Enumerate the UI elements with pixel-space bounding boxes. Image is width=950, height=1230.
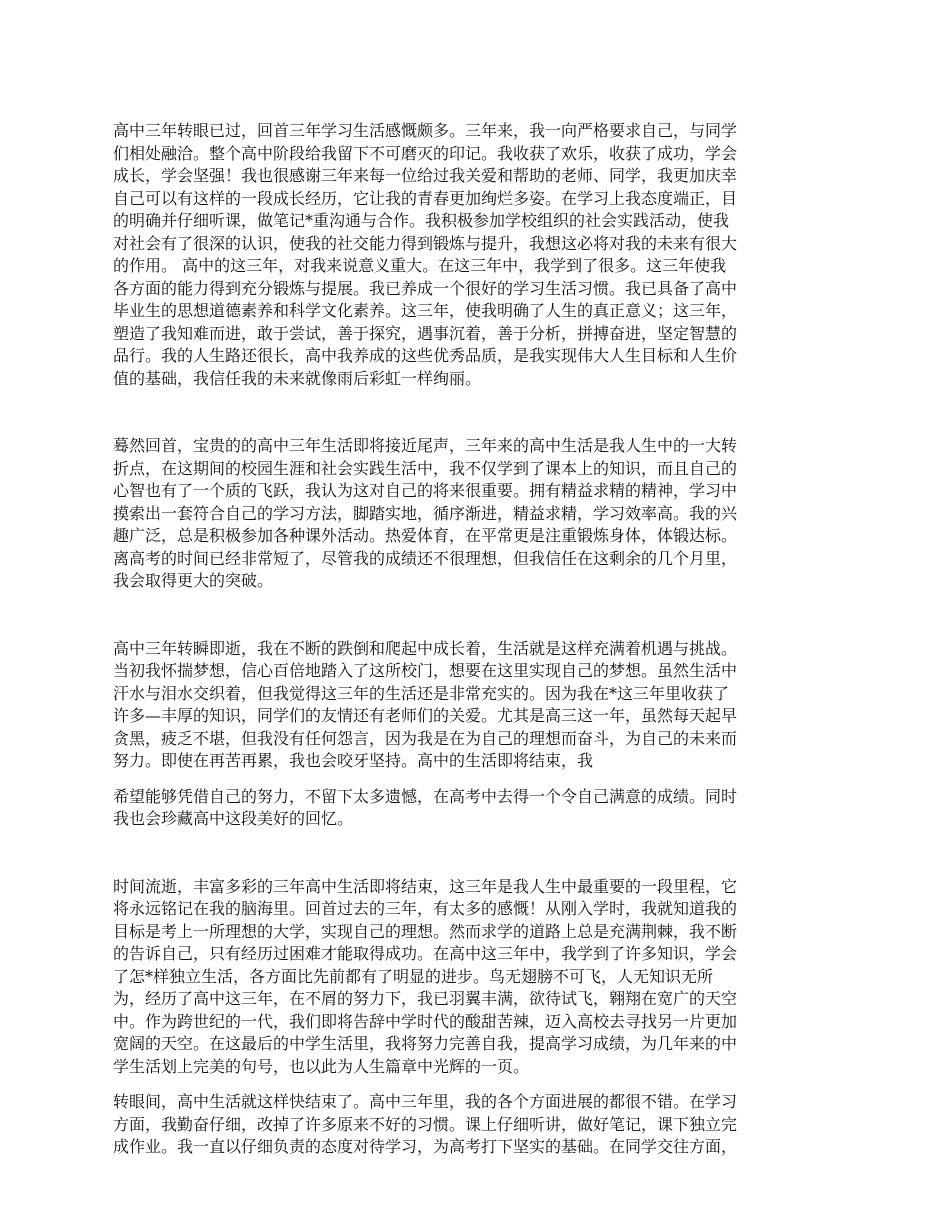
paragraph-3: 高中三年转瞬即逝，我在不断的跌倒和爬起中成长着，生活就是这样充满着机遇与挑战。 当初我怀揣梦想，信心百倍地踏入了这所校门，想要在这里实现自己的梦想。虽然生活中 汗水与泪水交织着，但我觉得这三年的生活还是非常充实的。因为我在*这三年里收获了 许多—丰厚的知识，同学们的友情还有老师们的关爱。尤其是高三这一年，虽然每天起早 贪黑，疲乏不堪，但我没有任何怨言，因为我是在为自己的理想而奋斗，为自己的未来而 努力。即使在再苦再累，我也会咬牙坚持。高中的生活即将结束，我	[113, 638, 738, 770]
paragraph-2: 蓦然回首，宝贵的的高中三年生活即将接近尾声，三年来的高中生活是我人生中的一大转 折点，在这期间的校园生涯和社会实践生活中，我不仅学到了课本上的知识，而且自己的 心智也有了一个质的飞跃，我认为这对自己的将来很重要。拥有精益求精的精神，学习中 摸索出一套符合自己的学习方法，脚踏实地，循序渐进，精益求精，学习效率高。我的兴 趣广泛，总是积极参加各种课外活动。热爱体育，在平常更是注重锻炼身体，体锻达标。 离高考的时间已经非常短了，尽管我的成绩还不很理想，但我信任在这剩余的几个月里， 我会取得更大的突破。	[113, 436, 738, 590]
paragraph-4: 希望能够凭借自己的努力，不留下太多遗憾，在高考中去得一个令自己满意的成绩。同时 我也会珍藏高中这段美好的回忆。	[113, 786, 738, 828]
document-body	[113, 120, 843, 1159]
paragraph-5: 时间流逝，丰富多彩的三年高中生活即将结束，这三年是我人生中最重要的一段里程，它 将永远铭记在我的脑海里。回首过去的三年，有太多的感慨！从刚入学时，我就知道我的 目标是考上一所理想的大学，实现自己的理想。然而求学的道路上总是充满荆棘，我不断 的告诉自己，只有经历过困难才能取得成功。在高中这三年中，我学到了许多知识，学会 了怎*样独立生活，各方面比先前都有了明显的进步。鸟无翅膀不可飞，人无知识无所 为，经历了高中这三年，在不屑的努力下，我已羽翼丰满，欲待试飞，翱翔在宽广的天空 中。作为跨世纪的一代，我们即将告辞中学时代的酸甜苦辣，迈入高校去寻找另一片更加 宽阔的天空。在这最后的中学生活里，我将努力完善自我，提高学习成绩，为几年来的中 学生活划上完美的句号，也以此为人生篇章中光辉的一页。	[113, 876, 738, 1076]
paragraph-1: 高中三年转眼已过，回首三年学习生活感慨颇多。三年来，我一向严格要求自己，与同学 们相处融洽。整个高中阶段给我留下不可磨灭的印记。我收获了欢乐，收获了成功，学会 成长，学会坚强！我也很感谢三年来每一位给过我关爱和帮助的老师、同学，我更加庆幸 自己可以有这样的一段成长经历，它让我的青春更加绚烂多姿。在学习上我态度端正，目 的明确并仔细听课，做笔记*重沟通与合作。我积极参加学校组织的社会实践活动，使我 对社会有了很深的认识，使我的社交能力得到锻炼与提升，我想这必将对我的未来有很大 的作用。 高中的这三年，对我来说意义重大。在这三年中，我学到了很多。这三年使我 各方面的能力得到充分锻炼与提展。我已养成一个很好的学习生活习惯。我已具备了高中 毕业生的思想道德素养和科学文化素养。这三年，使我明确了人生的真正意义；这三年， 塑造了我知难而进，敢于尝试，善于探究，遇事沉着，善于分析，拼搏奋进，坚定智慧的 品行。我的人生路还很长，高中我养成的这些优秀品质，是我实现伟大人生目标和人生价 值的基础，我信任我的未来就像雨后彩虹一样绚丽。	[113, 121, 738, 388]
paragraph-6: 转眼间，高中生活就这样快结束了。高中三年里，我的各个方面进展的都很不错。在学习 方面，我勤奋仔细，改掉了许多原来不好的习惯。课上仔细听讲，做好笔记，课下独立完 成作业。我一直以仔细负责的态度对待学习，为高考打下坚实的基础。在同学交往方面，	[113, 1092, 738, 1156]
